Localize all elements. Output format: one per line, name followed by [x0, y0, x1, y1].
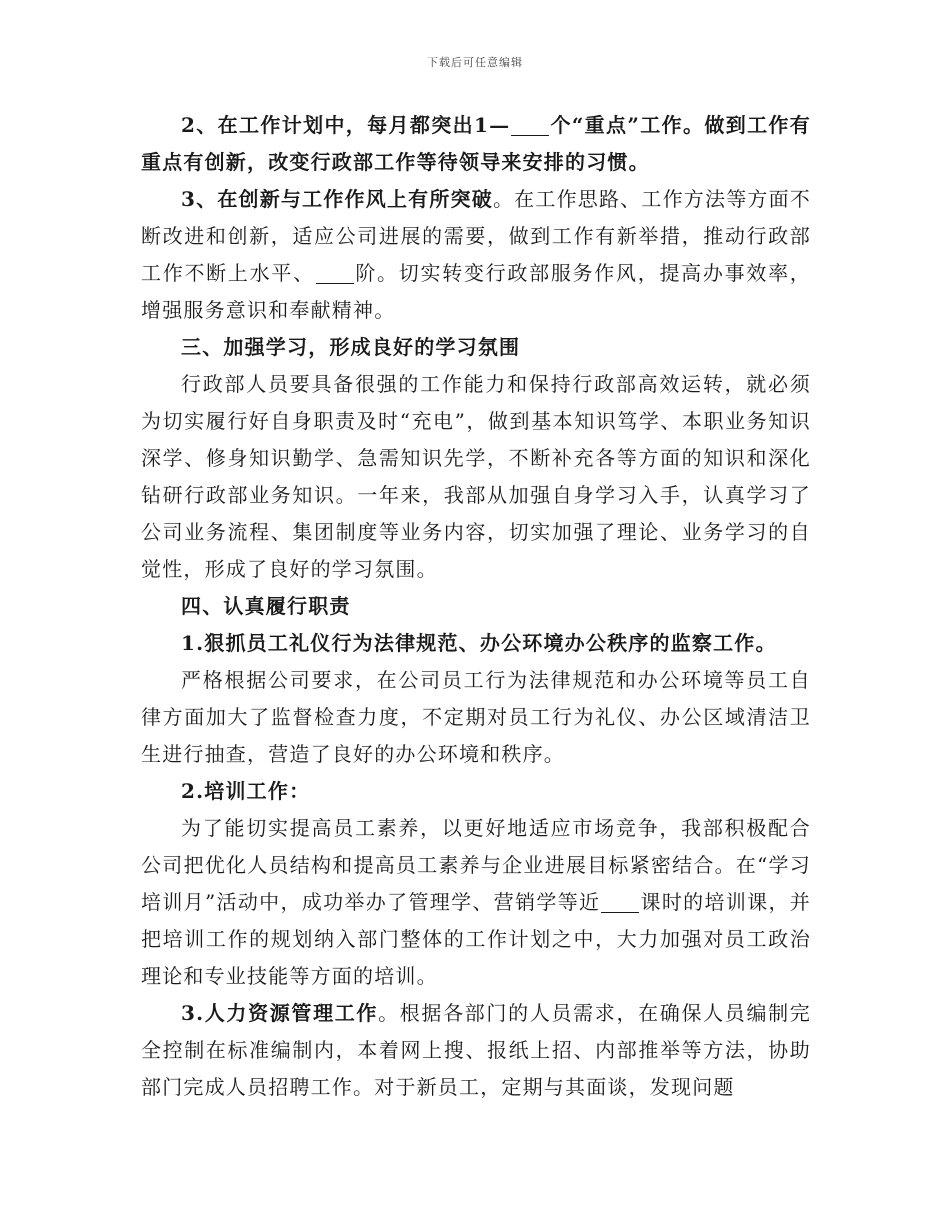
- document-body: [141, 107, 811, 1106]
- training-text-start: 为了能切实提高员工素养，以更好地适应市场竞争，我部积极配合公司把优化人员结构和提高员工素养与企业进展目标紧密结合。在“学习培训月”活动中，成功举办了管理学、营销学等近: [141, 816, 811, 914]
- section-heading-duties: 四、认真履行职责: [181, 594, 351, 618]
- key-work-text-end: 个“重点”工作。做到工作有重点有创新，改变行政部工作等待领导来安排的习惯。: [141, 113, 811, 174]
- fill-blank: [601, 890, 639, 913]
- innovation-heading: 3、在创新与工作作风上有所突破: [181, 187, 493, 211]
- page-header: 下载后可任意编辑: [427, 56, 523, 69]
- key-work-text-start: 2、在工作计划中，每月都突出1—: [181, 113, 511, 137]
- subheading-etiquette: 1.狠抓员工礼仪行为法律规范、办公环境办公秩序的监察工作。: [181, 631, 777, 655]
- subheading-training: 2.培训工作：: [181, 779, 311, 803]
- paragraph-hr: [141, 995, 811, 1106]
- fill-blank: [511, 113, 549, 136]
- paragraph-innovation: [141, 181, 811, 329]
- paragraph-learning: 行政部人员要具备很强的工作能力和保持行政部高效运转，就必须为切实履行好自身职责及时“充电”，做到基本知识笃学、本职业务知识深学、修身知识勤学、急需知识先学，不断补充各等方面的知识和深化钻研行政部业务知识。一年来，我部从加强自身学习入手，认真学习了公司业务流程、集团制度等业务内容，切实加强了理论、业务学习的自觉性，形成了良好的学习氛围。: [141, 372, 811, 581]
- paragraph-etiquette: 严格根据公司要求，在公司员工行为法律规范和办公环境等员工自律方面加大了监督检查力度，不定期对员工行为礼仪、办公区域清洁卫生进行抽查，营造了良好的办公环境和秩序。: [141, 668, 811, 766]
- paragraph-key-work: [141, 107, 811, 181]
- hr-text: 。根据各部门的人员需求，在确保人员编制完全控制在标准编制内，本着网上搜、报纸上招、内部推举等方法，协助部门完成人员招聘工作。对于新员工，定期与其面谈，发现问题: [141, 1001, 811, 1099]
- section-heading-learning: 三、加强学习，形成良好的学习氛围: [181, 335, 521, 359]
- training-text-end: 课时的培训课，并把培训工作的规划纳入部门整体的工作计划之中，大力加强对员工政治理论和专业技能等方面的培训。: [141, 890, 811, 988]
- innovation-text-start: 。在工作思路、工作方法等方面不断改进和创新，适应公司进展的需要，做到工作有新举措，推动行政部工作不断上水平、: [141, 187, 812, 285]
- innovation-text-end: 阶。切实转变行政部服务作风，提高办事效率，增强服务意识和奉献精神。: [141, 261, 811, 322]
- fill-blank: [316, 261, 354, 284]
- hr-heading: 3.人力资源管理工作: [181, 1001, 379, 1025]
- paragraph-training: [141, 810, 811, 995]
